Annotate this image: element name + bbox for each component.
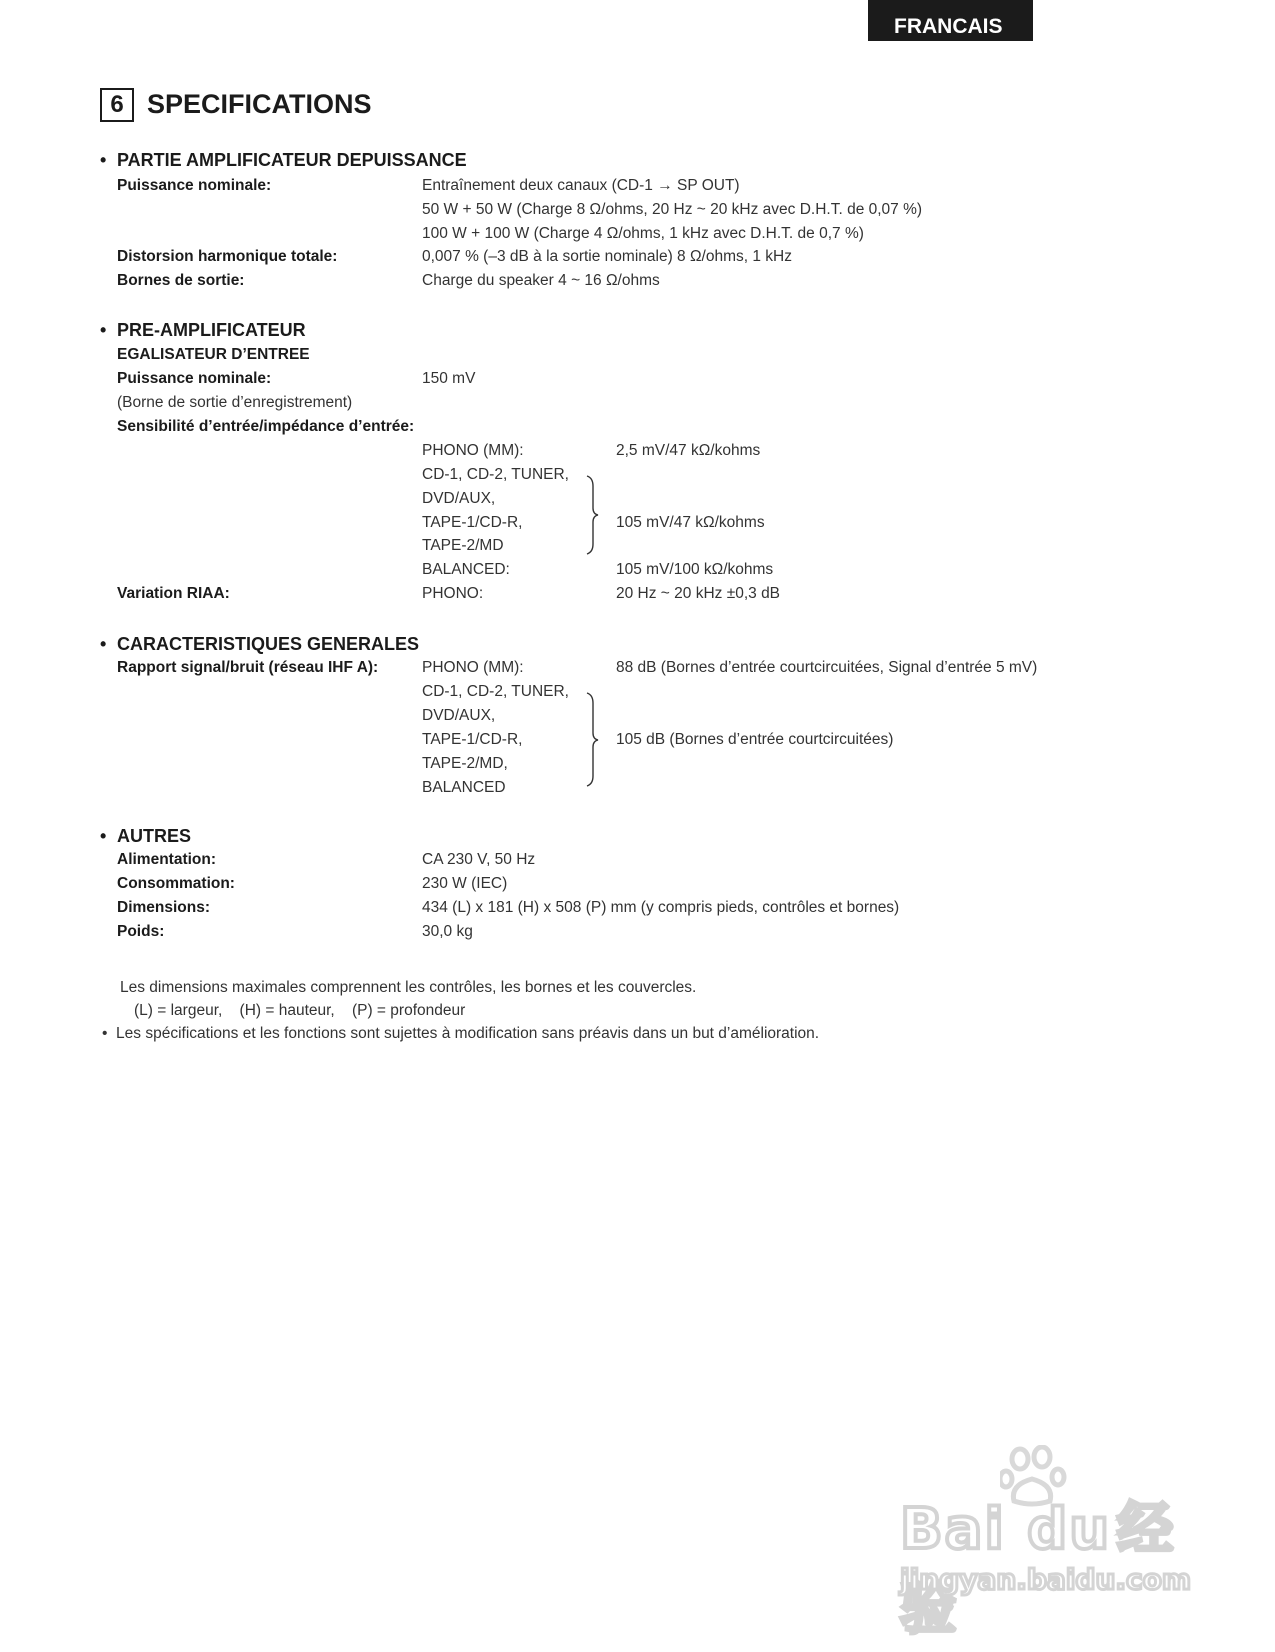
bullet-icon: • bbox=[100, 826, 107, 846]
snr-brace-icon bbox=[585, 691, 601, 788]
snr-phono-value: 88 dB (Bornes d’entrée courtcircuitées, Signal d’entrée 5 mV) bbox=[616, 659, 1038, 676]
riaa-label: Variation RIAA: bbox=[117, 585, 230, 602]
others-heading bbox=[100, 826, 191, 847]
preamp-line-input-1: CD-1, CD-2, TUNER, bbox=[422, 466, 569, 483]
watermark-brand: Bai du 经验 bbox=[900, 1497, 1176, 1642]
snr-line-input-1: CD-1, CD-2, TUNER, bbox=[422, 683, 569, 700]
preamp-line-input-4: TAPE-2/MD bbox=[422, 537, 504, 554]
section-number: 6 bbox=[100, 88, 134, 122]
riaa-value: 20 Hz ~ 20 kHz ±0,3 dB bbox=[616, 585, 781, 602]
note-abbreviations: (L) = largeur, (H) = hauteur, (P) = profondeur bbox=[134, 1002, 466, 1019]
bullet-icon: • bbox=[100, 150, 107, 170]
language-tab bbox=[868, 0, 1033, 41]
amplifier-heading bbox=[100, 150, 467, 171]
snr-phono-label: PHONO (MM): bbox=[422, 659, 524, 676]
bullet-icon: • bbox=[100, 634, 107, 654]
power-supply-label: Alimentation: bbox=[117, 851, 217, 868]
balanced-value: 105 mV/100 kΩ/kohms bbox=[616, 561, 774, 578]
rated-output-note: (Borne de sortie d’enregistrement) bbox=[117, 394, 353, 411]
rated-output-label: Puissance nominale: bbox=[117, 370, 272, 387]
power-supply-value: CA 230 V, 50 Hz bbox=[422, 851, 536, 868]
watermark-url: jingyan.baidu.com bbox=[900, 1563, 1192, 1596]
baidu-watermark bbox=[900, 1445, 1200, 1642]
preamp-line-input-2: DVD/AUX, bbox=[422, 490, 496, 507]
output-label: Bornes de sortie: bbox=[117, 272, 245, 289]
others-heading-text: AUTRES bbox=[117, 826, 192, 846]
page-title: SPECIFICATIONS bbox=[147, 89, 372, 119]
preamp-heading bbox=[100, 320, 306, 341]
note-specs-change-text: Les spécifications et les fonctions sont sujettes à modification sans préavis dans un but d’amélioration. bbox=[116, 1025, 820, 1042]
preamp-line-input-3: TAPE-1/CD-R, bbox=[422, 514, 523, 531]
snr-label: Rapport signal/bruit (réseau IHF A): bbox=[117, 659, 379, 676]
dimensions-value: 434 (L) x 181 (H) x 508 (P) mm (y compris pieds, contrôles et bornes) bbox=[422, 899, 900, 916]
preamp-phono-value: 2,5 mV/47 kΩ/kohms bbox=[616, 442, 761, 459]
snr-line-input-4: TAPE-2/MD, bbox=[422, 755, 508, 772]
weight-value: 30,0 kg bbox=[422, 923, 473, 940]
bullet-icon: • bbox=[102, 1025, 117, 1042]
thd-label: Distorsion harmonique totale: bbox=[117, 248, 338, 265]
snr-line-input-3: TAPE-1/CD-R, bbox=[422, 731, 523, 748]
rated-output-value: 150 mV bbox=[422, 370, 476, 387]
general-heading-text: CARACTERISTIQUES GENERALES bbox=[117, 634, 420, 654]
sensitivity-label: Sensibilité d’entrée/impédance d’entrée: bbox=[117, 418, 415, 435]
dimensions-label: Dimensions: bbox=[117, 899, 211, 916]
snr-line-input-2: DVD/AUX, bbox=[422, 707, 496, 724]
riaa-input: PHONO: bbox=[422, 585, 484, 602]
note-specs-change bbox=[102, 1025, 819, 1043]
snr-line-input-5: BALANCED bbox=[422, 779, 506, 796]
output-value: Charge du speaker 4 ~ 16 Ω/ohms bbox=[422, 272, 660, 289]
language-tab-label: FRANCAIS bbox=[894, 15, 1003, 38]
preamp-heading-text: PRE-AMPLIFICATEUR bbox=[117, 320, 306, 340]
preamp-phono-label: PHONO (MM): bbox=[422, 442, 524, 459]
preamp-brace-icon bbox=[585, 474, 601, 556]
rated-power-label: Puissance nominale: bbox=[117, 177, 272, 194]
amplifier-heading-text: PARTIE AMPLIFICATEUR DEPUISSANCE bbox=[117, 150, 467, 170]
balanced-label: BALANCED: bbox=[422, 561, 510, 578]
consumption-label: Consommation: bbox=[117, 875, 235, 892]
consumption-value: 230 W (IEC) bbox=[422, 875, 508, 892]
snr-line-value: 105 dB (Bornes d’entrée courtcircuitées) bbox=[616, 731, 894, 748]
thd-value: 0,007 % (–3 dB à la sortie nominale) 8 Ω/ohms, 1 kHz bbox=[422, 248, 792, 265]
preamp-line-value: 105 mV/47 kΩ/kohms bbox=[616, 514, 765, 531]
bullet-icon: • bbox=[100, 320, 107, 340]
preamp-subheading: EGALISATEUR D’ENTREE bbox=[117, 346, 310, 363]
rated-power-value-2: 50 W + 50 W (Charge 8 Ω/ohms, 20 Hz ~ 20 kHz avec D.H.T. de 0,07 %) bbox=[422, 201, 923, 218]
note-dimensions: Les dimensions maximales comprennent les contrôles, les bornes et les couvercles. bbox=[120, 979, 697, 996]
general-heading bbox=[100, 634, 419, 655]
weight-label: Poids: bbox=[117, 923, 165, 940]
rated-power-value-3: 100 W + 100 W (Charge 4 Ω/ohms, 1 kHz avec D.H.T. de 0,7 %) bbox=[422, 225, 864, 242]
rated-power-value-1: Entraînement deux canaux (CD-1 → SP OUT) bbox=[422, 177, 740, 194]
